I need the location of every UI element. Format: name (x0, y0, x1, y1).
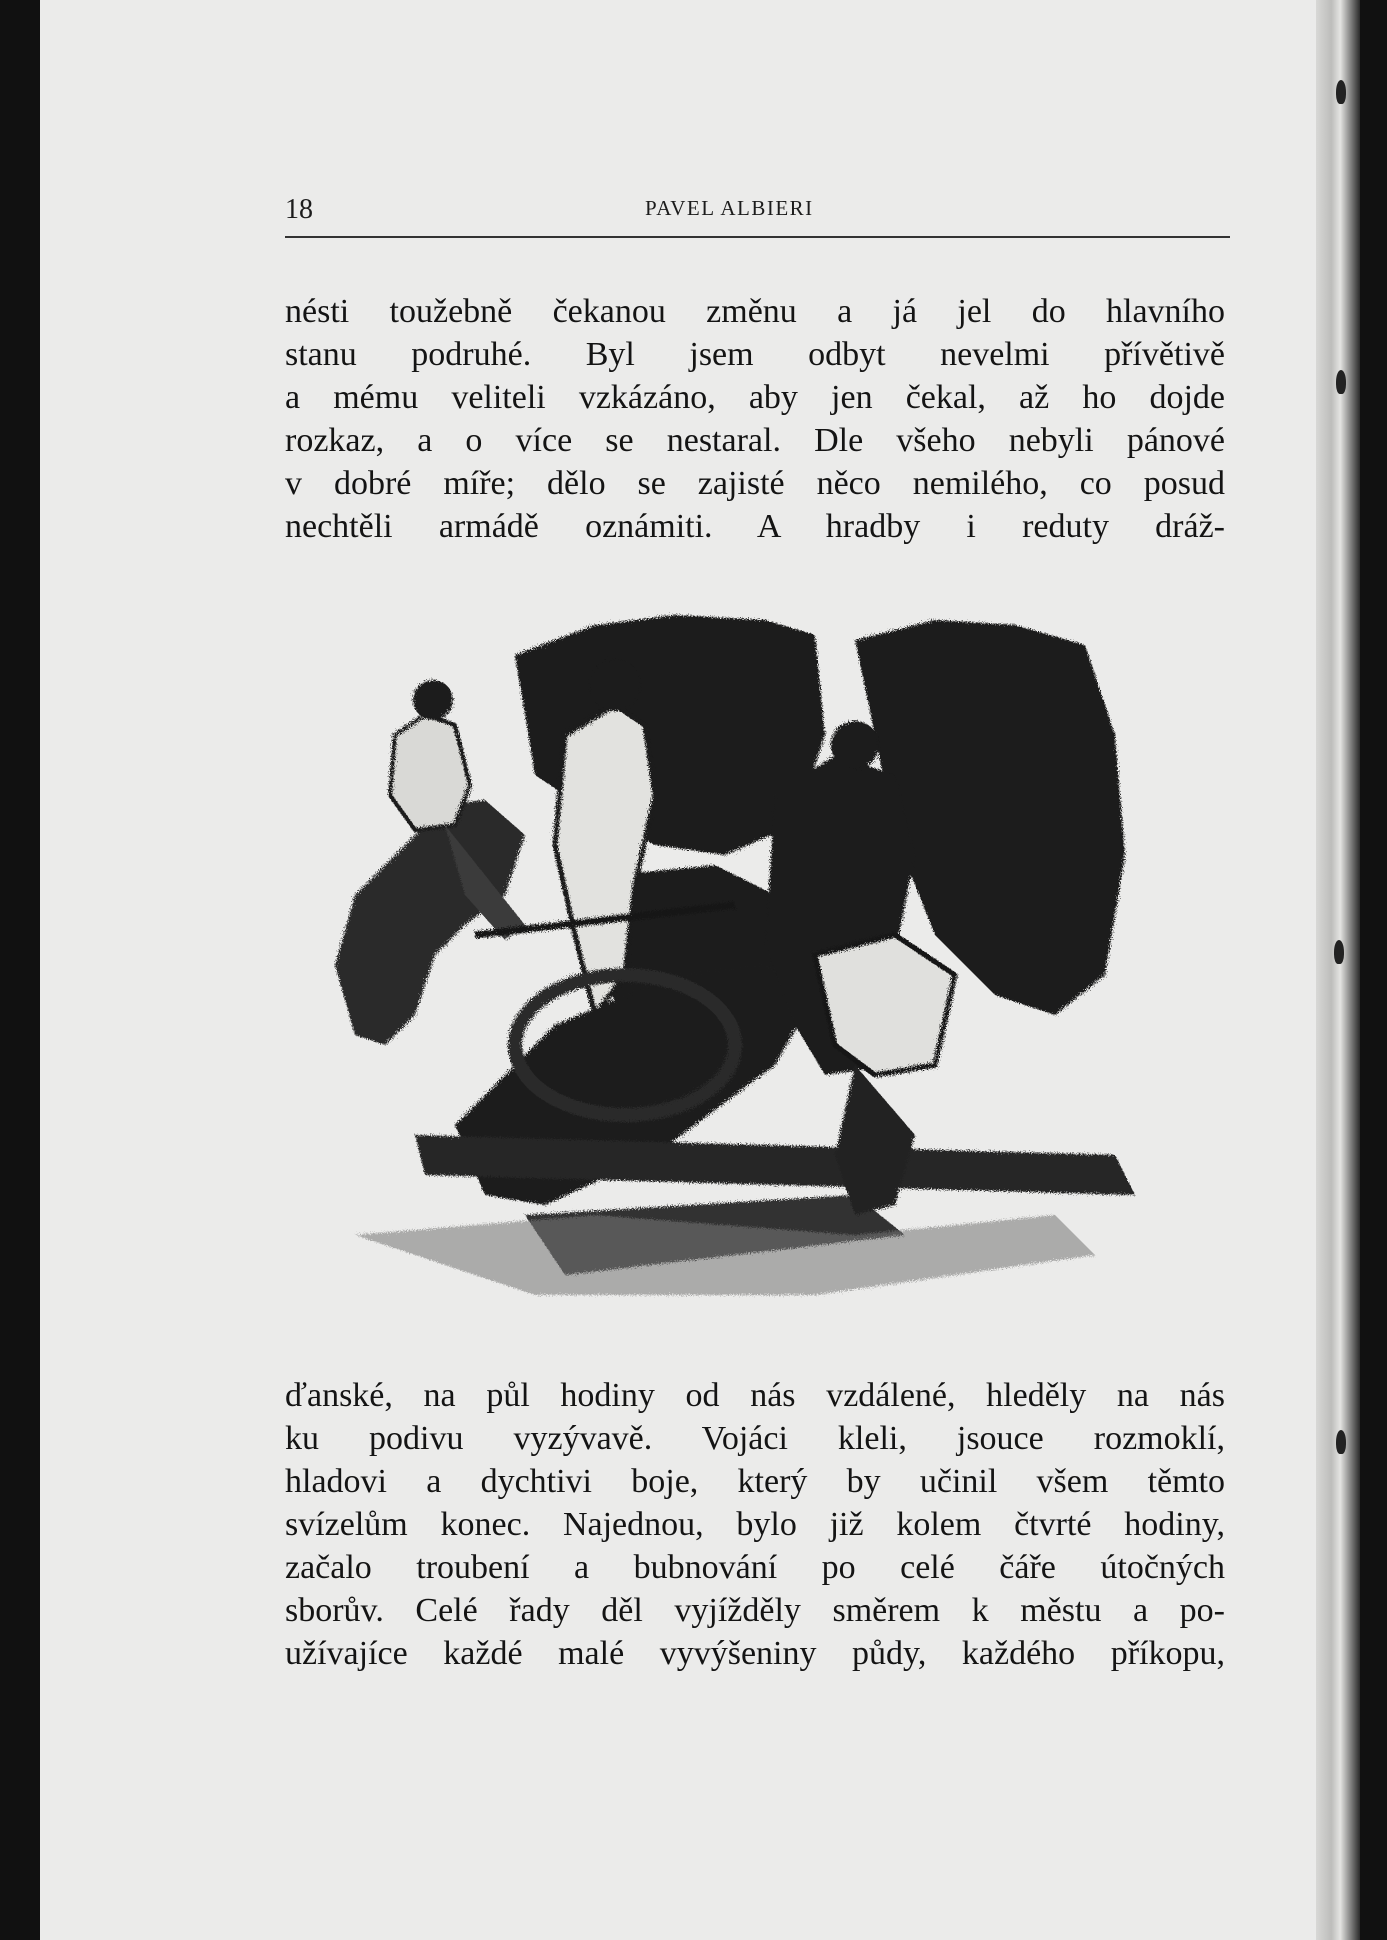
text-line: začalo troubení a bubnování po celé čáře útočných (285, 1549, 1225, 1586)
binding-mark (1334, 940, 1344, 964)
text-line: nésti toužebně čekanou změnu a já jel do hlavního (285, 293, 1225, 330)
binding-edge (1316, 0, 1360, 1940)
binding-mark (1336, 1430, 1346, 1454)
binding-mark (1336, 80, 1346, 104)
text-line: užívajíce každé malé vyvýšeniny půdy, každého příkopu, (285, 1635, 1225, 1672)
text-line: hladovi a dychtivi boje, který by učinil všem těmto (285, 1463, 1225, 1500)
text-block-top (285, 290, 1225, 548)
text-line: nechtěli armádě oznámiti. A hradby i reduty dráž- (285, 508, 1225, 545)
text-line: svízelům konec. Najednou, bylo již kolem čtvrté hodiny, (285, 1506, 1225, 1543)
binding-mark (1336, 370, 1346, 394)
text-line: v dobré míře; dělo se zajisté něco nemilého, co posud (285, 465, 1225, 502)
running-title: PAVEL ALBIERI (645, 196, 814, 220)
text-line: ďanské, na půl hodiny od nás vzdálené, hleděly na nás (285, 1377, 1225, 1414)
soldiers-with-cannon-illustration (295, 595, 1215, 1335)
page-number: 18 (285, 194, 313, 225)
text-line: a mému veliteli vzkázáno, aby jen čekal, až ho dojde (285, 379, 1225, 416)
book-page (40, 0, 1360, 1940)
text-line: rozkaz, a o více se nestaral. Dle všeho nebyli pánové (285, 422, 1225, 459)
running-head (285, 192, 1230, 238)
text-block-bottom (285, 1374, 1225, 1675)
text-line: ku podivu vyzývavě. Vojáci kleli, jsouce rozmoklí, (285, 1420, 1225, 1457)
text-line: stanu podruhé. Byl jsem odbyt nevelmi přívětivě (285, 336, 1225, 373)
text-line: sborův. Celé řady děl vyjížděly směrem k městu a po- (285, 1592, 1225, 1629)
